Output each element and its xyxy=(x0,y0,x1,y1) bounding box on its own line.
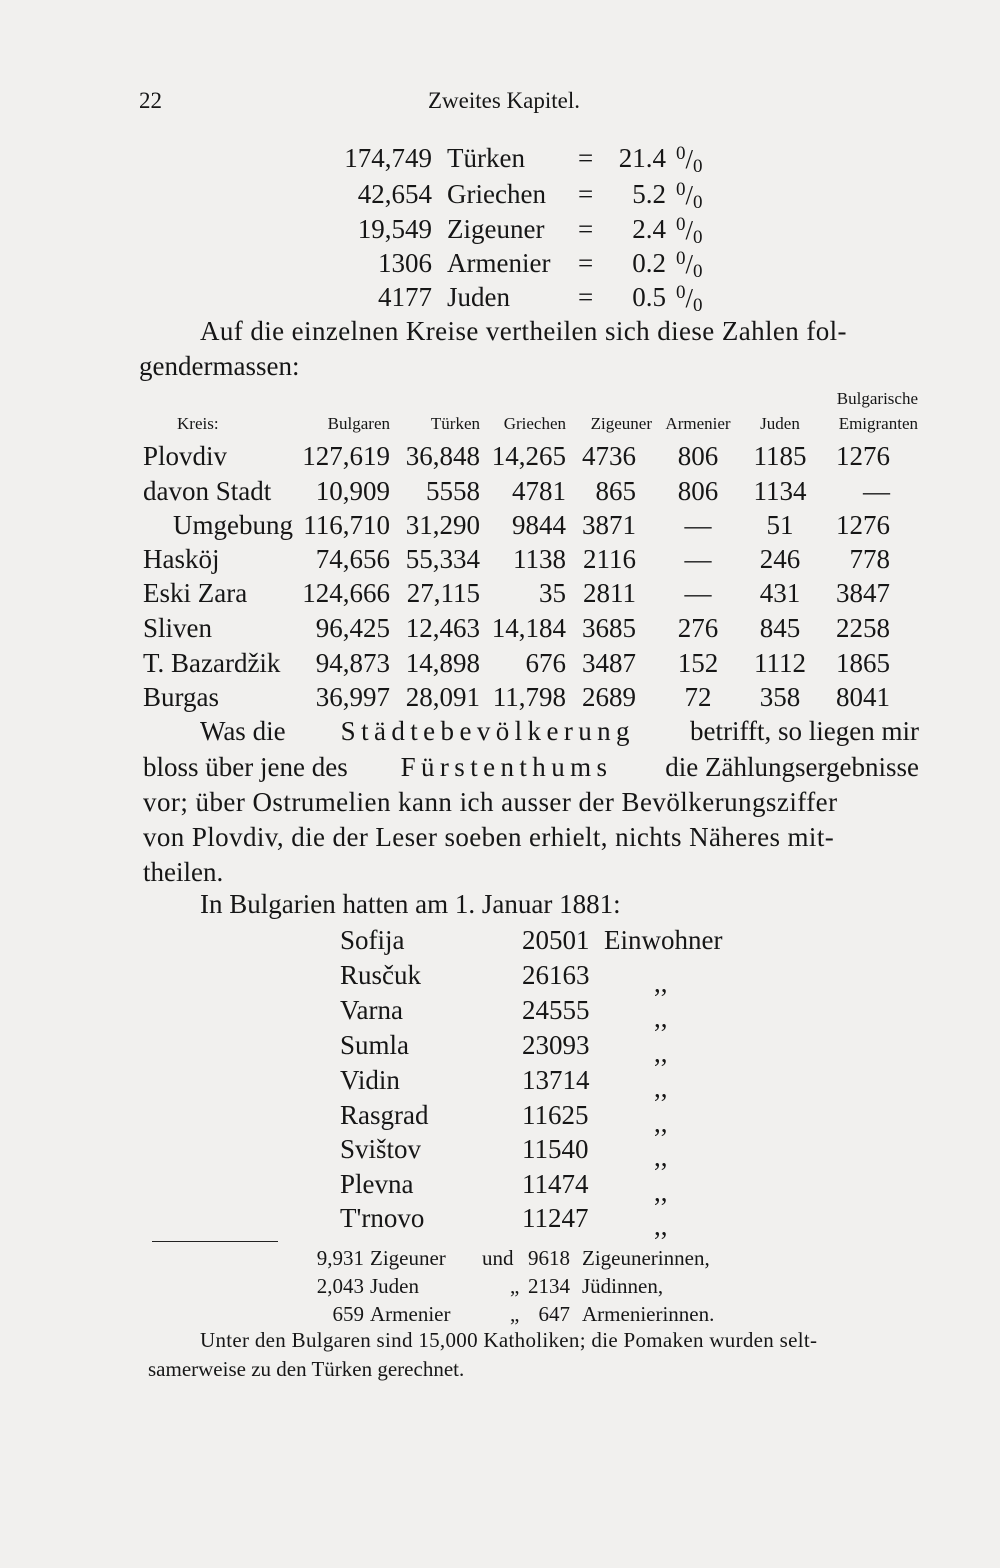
city-count: 26163 xyxy=(522,960,590,990)
kreis-name: Eski Zara xyxy=(143,578,248,608)
total-group: Türken xyxy=(447,143,525,173)
percent-mark: $^0/_0$ xyxy=(676,282,703,316)
table-cell: 3685 xyxy=(582,613,636,643)
table-cell: 845 xyxy=(759,613,801,643)
table-cell: 806 xyxy=(677,476,719,506)
intro-line: gendermassen: xyxy=(139,351,300,381)
table-cell: — xyxy=(684,544,712,574)
table-cell: 4781 xyxy=(512,476,566,506)
table-cell: — xyxy=(863,476,890,506)
table-cell: 865 xyxy=(595,476,636,506)
table-cell: 116,710 xyxy=(303,510,390,540)
table-cell: 276 xyxy=(677,613,719,643)
closing-line: samerweise zu den Türken gerechnet. xyxy=(148,1357,465,1381)
table-cell: 51 xyxy=(766,510,794,540)
column-header: Türken xyxy=(430,414,480,433)
city-name: Rasgrad xyxy=(340,1100,429,1130)
footnote-part: 2134 xyxy=(528,1274,570,1298)
footnote-part: und xyxy=(482,1246,514,1270)
footnote-rule xyxy=(152,1241,278,1242)
city-name: Sofija xyxy=(340,925,405,955)
footnote-part: 9618 xyxy=(528,1246,570,1270)
city-count: 23093 xyxy=(522,1030,590,1060)
city-unit: ,, xyxy=(654,1003,668,1033)
city-name: Rusčuk xyxy=(340,960,421,990)
percent-mark: $^0/_0$ xyxy=(676,179,703,213)
percent-mark: $^0/_0$ xyxy=(676,143,703,177)
kreis-name: Plovdiv xyxy=(143,441,228,471)
city-unit: ,, xyxy=(654,1038,668,1068)
total-count: 1306 xyxy=(378,248,432,278)
table-cell: 1276 xyxy=(836,510,890,540)
footnote-part: Zigeuner xyxy=(370,1246,446,1270)
total-group: Juden xyxy=(447,282,510,312)
page-number: 22 xyxy=(139,88,162,113)
table-cell: 1276 xyxy=(836,441,890,471)
table-cell: 358 xyxy=(759,682,801,712)
table-cell: 1134 xyxy=(753,476,807,506)
table-cell: 14,184 xyxy=(491,613,566,643)
table-cell: 8041 xyxy=(836,682,890,712)
closing-line: Unter den Bulgaren sind 15,000 Katholiken; die Pomaken wurden selt- xyxy=(200,1328,818,1352)
table-cell: 2258 xyxy=(836,613,890,643)
total-group: Zigeuner xyxy=(447,214,545,244)
table-cell: 4736 xyxy=(582,441,636,471)
city-count: 11540 xyxy=(522,1134,589,1164)
kreis-name: Hasköj xyxy=(143,544,220,574)
city-unit: ,, xyxy=(654,1177,668,1207)
spaced-term: Fürstenthums xyxy=(400,752,613,782)
table-cell: 27,115 xyxy=(406,578,480,608)
footnote-part: Armenierinnen. xyxy=(582,1302,715,1326)
table-cell: 3871 xyxy=(582,510,636,540)
table-cell: 2116 xyxy=(583,544,636,574)
footnote-part: „ xyxy=(510,1274,520,1298)
table-cell: — xyxy=(684,578,712,608)
total-count: 174,749 xyxy=(344,143,432,173)
total-percent: 2.4 xyxy=(632,214,666,244)
city-unit: ,, xyxy=(654,1073,668,1103)
kreis-name: Sliven xyxy=(143,613,213,643)
city-unit: ,, xyxy=(654,1211,668,1241)
equals-sign: = xyxy=(578,248,594,278)
table-cell: 124,666 xyxy=(302,578,390,608)
city-unit: ,, xyxy=(654,1108,668,1138)
table-cell: 806 xyxy=(677,441,719,471)
total-count: 19,549 xyxy=(357,214,432,244)
total-percent: 0.5 xyxy=(632,282,666,312)
city-name: Plevna xyxy=(340,1169,414,1199)
table-cell: 28,091 xyxy=(405,682,480,712)
city-name: Varna xyxy=(340,995,403,1025)
paragraph-line: von Plovdiv, die der Leser soeben erhielt, nichts Näheres mit- xyxy=(143,822,835,852)
table-header-over: Bulgarische xyxy=(836,389,918,408)
column-header: Juden xyxy=(760,414,800,433)
total-count: 42,654 xyxy=(357,179,432,209)
table-cell: 5558 xyxy=(426,476,480,506)
table-cell: 96,425 xyxy=(315,613,390,643)
table-cell: 3487 xyxy=(582,648,636,678)
total-group: Armenier xyxy=(447,248,551,278)
column-header: Zigeuner xyxy=(590,414,652,433)
table-cell: 1138 xyxy=(513,544,566,574)
city-name: Sumla xyxy=(340,1030,410,1060)
city-count: 24555 xyxy=(522,995,590,1025)
table-cell: 11,798 xyxy=(492,682,566,712)
table-cell: 94,873 xyxy=(315,648,390,678)
total-percent: 0.2 xyxy=(632,248,666,278)
table-cell: 12,463 xyxy=(405,613,480,643)
city-count: 20501 xyxy=(522,925,590,955)
table-cell: 72 xyxy=(684,682,712,712)
column-header: Emigranten xyxy=(838,414,918,433)
footnote-part: 659 xyxy=(332,1302,364,1326)
table-cell: 1185 xyxy=(753,441,807,471)
paragraph-line: bloss über jene des Fürstenthums die Zählungsergebnisse xyxy=(143,752,919,782)
table-cell: 1112 xyxy=(754,648,806,678)
bulgaria-intro: In Bulgarien hatten am 1. Januar 1881: xyxy=(200,889,621,919)
running-title: Zweites Kapitel. xyxy=(428,88,581,113)
total-count: 4177 xyxy=(378,282,432,312)
city-name: T'rnovo xyxy=(340,1203,425,1233)
city-unit: ,, xyxy=(654,968,668,998)
city-count: 13714 xyxy=(522,1065,590,1095)
city-unit: ,, xyxy=(654,1142,668,1172)
footnote-part: 647 xyxy=(538,1302,570,1326)
table-cell: 676 xyxy=(525,648,566,678)
table-cell: 14,265 xyxy=(491,441,566,471)
paragraph-line: vor; über Ostrumelien kann ich ausser der Bevölkerungsziffer xyxy=(143,787,838,817)
table-cell: 127,619 xyxy=(302,441,390,471)
table-cell: 55,334 xyxy=(405,544,480,574)
kreis-name: T. Bazardžik xyxy=(143,648,281,678)
total-percent: 21.4 xyxy=(618,143,666,173)
city-unit: Einwohner xyxy=(604,925,723,955)
table-cell: 9844 xyxy=(512,510,566,540)
table-cell: 35 xyxy=(539,578,566,608)
equals-sign: = xyxy=(578,143,594,173)
footnote-part: „ xyxy=(510,1302,520,1326)
city-count: 11247 xyxy=(522,1203,589,1233)
table-cell: 36,848 xyxy=(405,441,480,471)
table-cell: 31,290 xyxy=(405,510,480,540)
table-cell: 152 xyxy=(677,648,719,678)
kreis-name: Umgebung xyxy=(173,510,293,540)
city-name: Vidin xyxy=(340,1065,400,1095)
table-cell: 10,909 xyxy=(315,476,390,506)
table-cell: 2811 xyxy=(583,578,636,608)
table-cell: 36,997 xyxy=(315,682,390,712)
equals-sign: = xyxy=(578,179,594,209)
intro-line: Auf die einzelnen Kreise vertheilen sich diese Zahlen fol- xyxy=(200,316,847,346)
footnote-part: Zigeunerinnen, xyxy=(582,1246,710,1270)
footnote-part: Juden xyxy=(370,1274,419,1298)
footnote-part: Armenier xyxy=(370,1302,451,1326)
table-cell: 3847 xyxy=(836,578,890,608)
column-header: Griechen xyxy=(503,414,566,433)
spaced-term: Städtebevölkerung xyxy=(340,716,635,746)
paragraph-line: Was die Städtebevölkerung betrifft, so liegen mir xyxy=(200,716,919,746)
table-cell: 246 xyxy=(759,544,801,574)
total-percent: 5.2 xyxy=(632,179,666,209)
column-header: Armenier xyxy=(665,414,731,433)
percent-mark: $^0/_0$ xyxy=(676,214,703,248)
table-cell: 2689 xyxy=(582,682,636,712)
column-header: Bulgaren xyxy=(327,414,390,433)
table-cell: 778 xyxy=(849,544,890,574)
table-cell: — xyxy=(684,510,712,540)
kreis-name: Burgas xyxy=(143,682,220,712)
table-cell: 14,898 xyxy=(405,648,480,678)
footnote-part: Jüdinnen, xyxy=(582,1274,664,1298)
footnote-part: 9,931 xyxy=(316,1246,364,1270)
equals-sign: = xyxy=(578,282,594,312)
equals-sign: = xyxy=(578,214,594,244)
kreis-name: davon Stadt xyxy=(143,476,272,506)
city-name: Svištov xyxy=(340,1134,422,1164)
percent-mark: $^0/_0$ xyxy=(676,248,703,282)
table-cell: 1865 xyxy=(836,648,890,678)
footnote-part: 2,043 xyxy=(316,1274,364,1298)
total-group: Griechen xyxy=(447,179,546,209)
table-cell: 74,656 xyxy=(315,544,390,574)
city-count: 11474 xyxy=(522,1169,589,1199)
city-count: 11625 xyxy=(522,1100,589,1130)
table-cell: 431 xyxy=(759,578,801,608)
paragraph-line: theilen. xyxy=(143,857,224,887)
column-header: Kreis: xyxy=(177,414,219,433)
